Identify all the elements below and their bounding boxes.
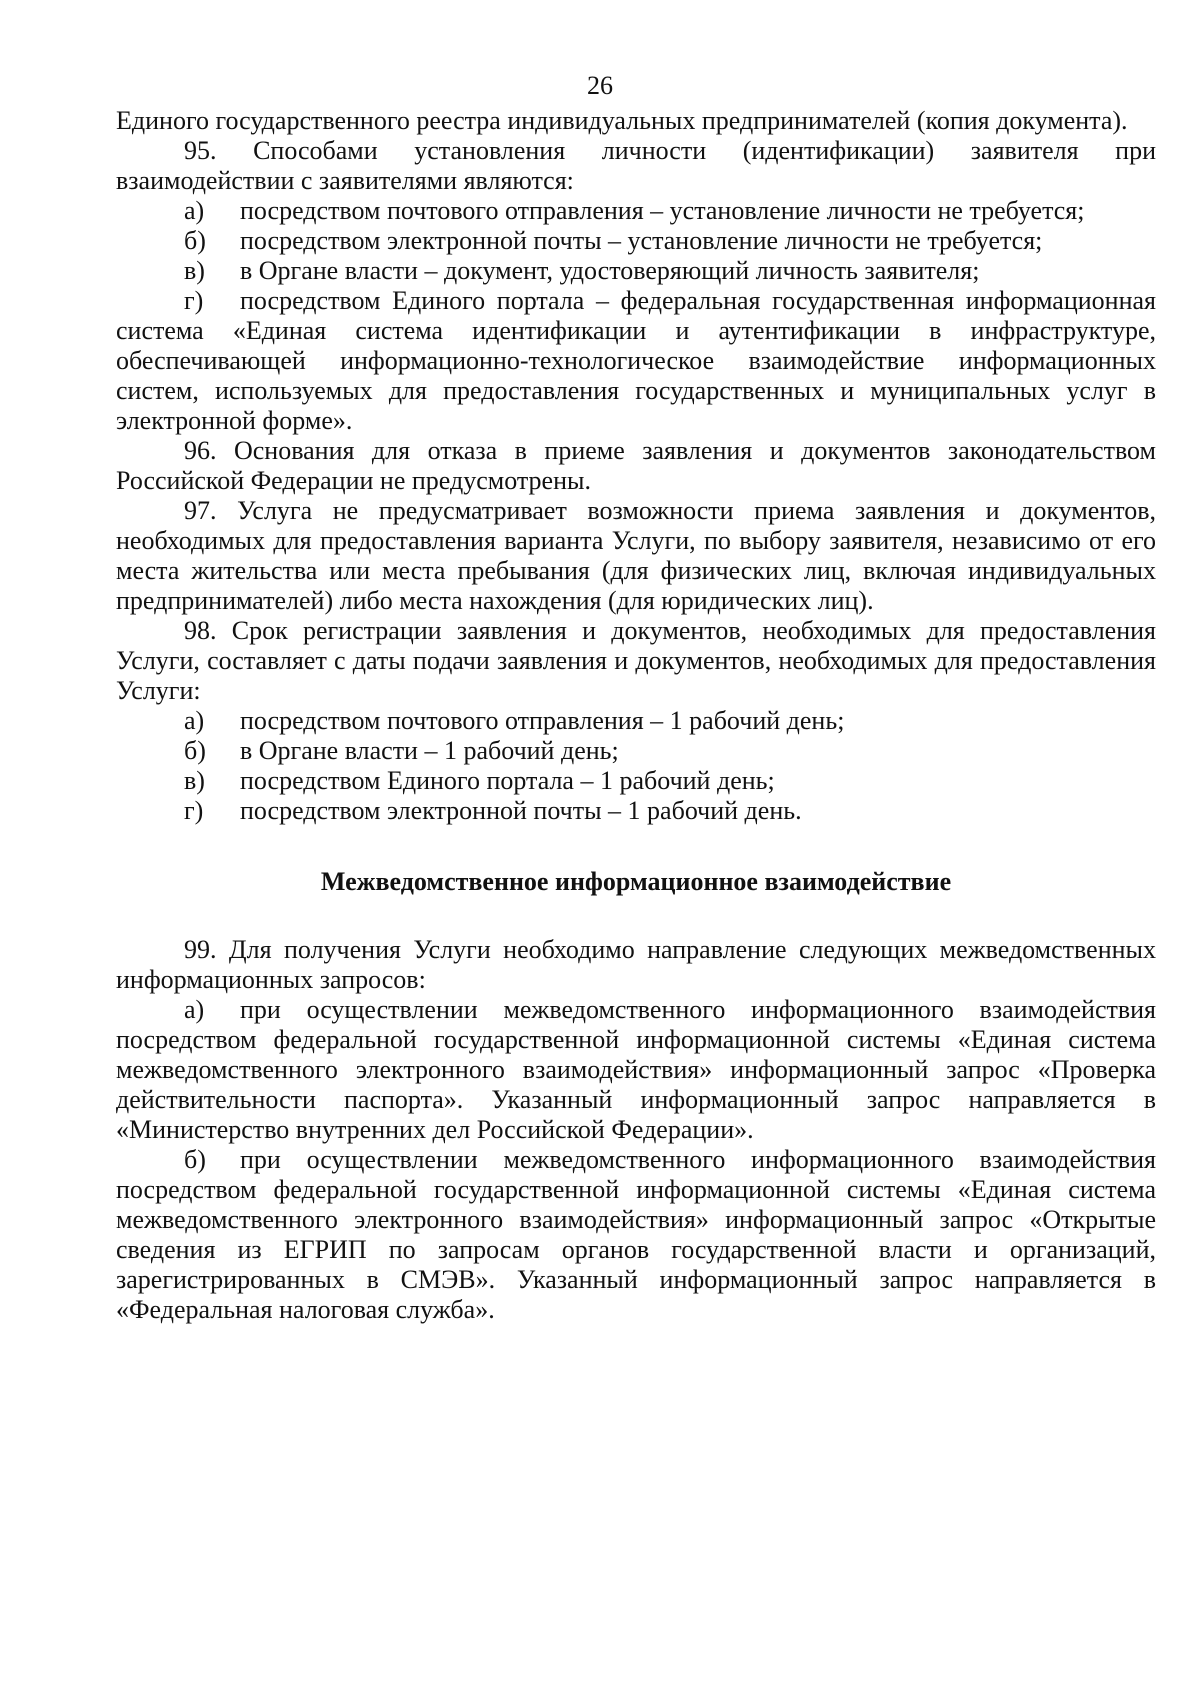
list-item-99-b (116, 1145, 1156, 1325)
list-item-98-a (116, 706, 1156, 736)
list-item-label: а) (184, 196, 205, 225)
list-item-label: б) (184, 1145, 206, 1174)
list-item-label: г) (184, 286, 204, 315)
list-item-99-a (116, 995, 1156, 1145)
list-item-text: посредством Единого портала – федеральная государственная информационная система «Единая система идентификации и аутентификации в инфраструктуре, обеспечивающей информационно-технологическое взаимодействие информационных систем, используемых для предоставления государственных и муниципальных услуг в электронной форме». (116, 286, 1156, 435)
list-item-98-g (116, 796, 1156, 826)
list-item-95-a (116, 196, 1156, 226)
list-item-label: в) (184, 766, 205, 795)
list-item-text: посредством электронной почты – установление личности не требуется; (240, 226, 1043, 255)
list-item-label: б) (184, 226, 206, 255)
list-item-text: в Органе власти – 1 рабочий день; (240, 736, 619, 765)
paragraph-97: 97. Услуга не предусматривает возможности приема заявления и документов, необходимых для предоставления варианта Услуги, по выбору заявителя, независимо от его места жительства или места пребывания (для физических лиц, включая индивидуальных предпринимателей) либо места нахождения (для юридических лиц). (116, 496, 1156, 615)
list-item-text: посредством электронной почты – 1 рабочий день. (240, 796, 802, 825)
list-item-label: г) (184, 796, 204, 825)
list-item-label: б) (184, 736, 206, 765)
list-item-text: в Органе власти – документ, удостоверяющий личность заявителя; (240, 256, 980, 285)
page-number: 26 (587, 71, 613, 100)
list-item-text: посредством Единого портала – 1 рабочий день; (240, 766, 775, 795)
list-item-text: при осуществлении межведомственного информационного взаимодействия посредством федеральной государственной информационной системы «Единая система межведомственного электронного взаимодействия» информационный запрос «Проверка действительности паспорта». Указанный информационный запрос направляется в «Министерство внутренних дел Российской Федерации». (116, 995, 1156, 1144)
list-item-text: при осуществлении межведомственного информационного взаимодействия посредством федеральной государственной информационной системы «Единая система межведомственного электронного взаимодействия» информационный запрос «Открытые сведения из ЕГРИП по запросам органов государственной власти и организаций, зарегистрированных в СМЭВ». Указанный информационный запрос направляется в «Федеральная налоговая служба». (116, 1145, 1156, 1324)
list-item-text: посредством почтового отправления – 1 рабочий день; (240, 706, 845, 735)
paragraph-continuation: Единого государственного реестра индивидуальных предпринимателей (копия документа). (116, 106, 1128, 135)
list-item-95-v (116, 256, 1156, 286)
paragraph-96: 96. Основания для отказа в приеме заявления и документов законодательством Российской Федерации не предусмотрены. (116, 436, 1156, 495)
section-heading: Межведомственное информационное взаимодействие (320, 867, 952, 896)
list-item-98-b (116, 736, 1156, 766)
paragraph-98: 98. Срок регистрации заявления и документов, необходимых для предоставления Услуги, составляет с даты подачи заявления и документов, необходимых для предоставления Услуги: (116, 616, 1156, 705)
paragraph-95: 95. Способами установления личности (идентификации) заявителя при взаимодействии с заявителями являются: (116, 136, 1156, 195)
document-body (116, 106, 1156, 1325)
list-item-label: а) (184, 995, 205, 1024)
list-item-label: в) (184, 256, 205, 285)
list-item-95-b (116, 226, 1156, 256)
list-item-95-g (116, 286, 1156, 436)
list-item-label: а) (184, 706, 205, 735)
list-item-98-v (116, 766, 1156, 796)
paragraph-99: 99. Для получения Услуги необходимо направление следующих межведомственных информационных запросов: (116, 935, 1156, 994)
list-item-text: посредством почтового отправления – установление личности не требуется; (240, 196, 1085, 225)
